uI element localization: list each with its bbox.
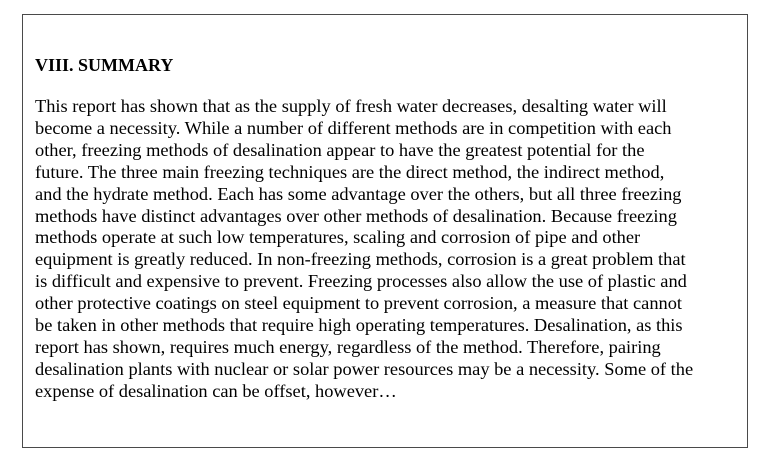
paragraph-line: other protective coatings on steel equipment to prevent corrosion, a measure that cannot bbox=[35, 293, 683, 314]
summary-paragraph bbox=[35, 96, 693, 403]
paragraph-line: methods have distinct advantages over other methods of desalination. Because freezing bbox=[35, 205, 677, 226]
paragraph-line: desalination plants with nuclear or solar power resources may be a necessity. Some of the bbox=[35, 358, 694, 379]
paragraph-line: future. The three main freezing techniques are the direct method, the indirect method, bbox=[35, 161, 665, 182]
paragraph-line: This report has shown that as the supply of fresh water decreases, desalting water will bbox=[35, 96, 667, 116]
paragraph-line: methods operate at such low temperatures, scaling and corrosion of pipe and other bbox=[35, 227, 641, 248]
paragraph-line: expense of desalination can be offset, however… bbox=[35, 380, 397, 401]
paragraph-line: report has shown, requires much energy, regardless of the method. Therefore, pairing bbox=[35, 336, 661, 357]
document-frame bbox=[22, 14, 748, 448]
section-heading: VIII. SUMMARY bbox=[35, 55, 174, 75]
paragraph-line: is difficult and expensive to prevent. Freezing processes also allow the use of plastic and bbox=[35, 271, 687, 292]
paragraph-line: and the hydrate method. Each has some advantage over the others, but all three freezing bbox=[35, 183, 682, 204]
paragraph-line: other, freezing methods of desalination appear to have the greatest potential for the bbox=[35, 139, 645, 160]
paragraph-line: be taken in other methods that require high operating temperatures. Desalination, as this bbox=[35, 315, 683, 336]
paragraph-line: become a necessity. While a number of different methods are in competition with each bbox=[35, 117, 672, 138]
paragraph-line: equipment is greatly reduced. In non-freezing methods, corrosion is a great problem that bbox=[35, 249, 686, 270]
